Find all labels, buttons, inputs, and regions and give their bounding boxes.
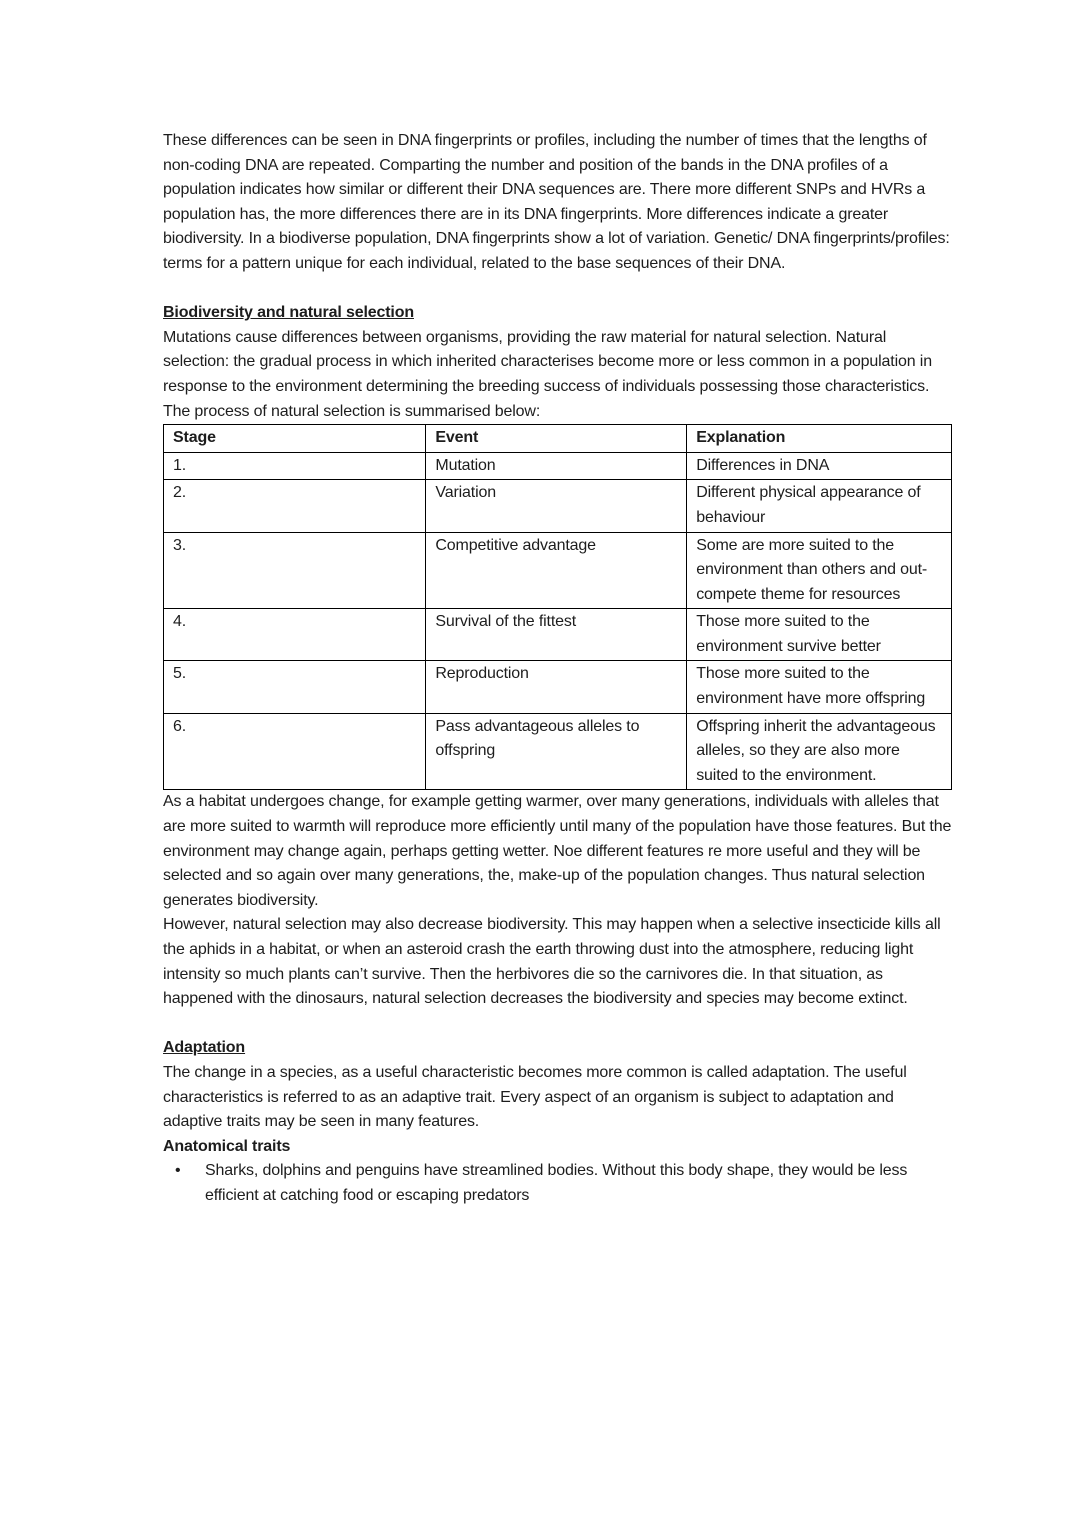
blank-line bbox=[163, 277, 952, 302]
paragraph-decrease-biodiversity: However, natural selection may also decrease biodiversity. This may happen when a selective insecticide kills all the aphids in a habitat, or when an asteroid crash the earth throwing dust into the atmosphere, reducing light intensity so much plants can’t survive. Then the herbivores die so the carnivores die. In that situation, as happened with the dinosaurs, natural selection decreases the biodiversity and species may become extinct. bbox=[163, 916, 941, 1008]
table-header-event: Event bbox=[426, 425, 687, 453]
explanation-cell: Differences in DNA bbox=[687, 452, 952, 480]
stage-cell: 3. bbox=[164, 532, 426, 609]
heading-adaptation: Adaptation bbox=[163, 1039, 246, 1057]
table-row bbox=[164, 609, 952, 661]
stage-cell: 5. bbox=[164, 661, 426, 713]
paragraph-adaptation: The change in a species, as a useful characteristic becomes more common is called adaptation. The useful characteristics is referred to as an adaptive trait. Every aspect of an organism is subject to adaptation and adaptive traits may be seen in many features. bbox=[163, 1063, 907, 1131]
table-header-row bbox=[164, 425, 952, 453]
table-row bbox=[164, 661, 952, 713]
event-cell: Competitive advantage bbox=[426, 532, 687, 609]
event-cell: Variation bbox=[426, 480, 687, 532]
bullet-icon: • bbox=[175, 1162, 181, 1180]
blank-line bbox=[163, 1012, 952, 1037]
table-header-stage: Stage bbox=[164, 425, 426, 453]
stage-cell: 1. bbox=[164, 452, 426, 480]
bullet-item-text: Sharks, dolphins and penguins have streamlined bodies. Without this body shape, they would be less efficient at catching food or escaping predators bbox=[205, 1162, 908, 1204]
event-cell: Mutation bbox=[426, 452, 687, 480]
table-header-explanation: Explanation bbox=[687, 425, 952, 453]
table-row bbox=[164, 480, 952, 532]
explanation-cell: Offspring inherit the advantageous alleles, so they are also more suited to the environment. bbox=[687, 713, 952, 790]
table-row bbox=[164, 713, 952, 790]
table-row bbox=[164, 452, 952, 480]
explanation-cell: Those more suited to the environment have more offspring bbox=[687, 661, 952, 713]
event-cell: Survival of the fittest bbox=[426, 609, 687, 661]
explanation-cell: Some are more suited to the environment than others and out-compete theme for resources bbox=[687, 532, 952, 609]
subheading-anatomical-traits: Anatomical traits bbox=[163, 1137, 291, 1155]
paragraph-dna-fingerprints: These differences can be seen in DNA fingerprints or profiles, including the number of times that the lengths of non-coding DNA are repeated. Comparting the number and position of the bands in the DNA profiles of a population indicates how similar or different their DNA sequences are. There more different SNPs and HVRs a population has, the more differences there are in its DNA fingerprints. More differences indicate a greater biodiversity. In a biodiverse population, DNA fingerprints show a lot of variation. Genetic/ DNA fingerprints/profiles: terms for a pattern unique for each individual, related to the base sequences of their DNA. bbox=[163, 132, 950, 272]
explanation-cell: Different physical appearance of behaviour bbox=[687, 480, 952, 532]
explanation-cell: Those more suited to the environment survive better bbox=[687, 609, 952, 661]
event-cell: Pass advantageous alleles to offspring bbox=[426, 713, 687, 790]
stage-cell: 4. bbox=[164, 609, 426, 661]
stage-cell: 2. bbox=[164, 480, 426, 532]
table-row bbox=[164, 532, 952, 609]
paragraph-natural-selection-intro: Mutations cause differences between organisms, providing the raw material for natural selection. Natural selection: the gradual process in which inherited characterises become more or less common in a population in response to the environment determining the breeding success of individuals possessing those characteristics. The process of natural selection is summarised below: bbox=[163, 328, 932, 420]
event-cell: Reproduction bbox=[426, 661, 687, 713]
paragraph-habitat-change: As a habitat undergoes change, for example getting warmer, over many generations, individuals with alleles that are more suited to warmth will reproduce more efficiently until many of the population have those features. But the environment may change again, perhaps getting wetter. Noe different features re more useful and they will be selected and so again over many generations, the, make-up of the population changes. Thus natural selection generates biodiversity. bbox=[163, 793, 952, 909]
heading-biodiversity-and-natural-selection: Biodiversity and natural selection bbox=[163, 304, 414, 322]
stage-cell: 6. bbox=[164, 713, 426, 790]
list-item bbox=[163, 1159, 952, 1208]
natural-selection-table bbox=[163, 424, 952, 790]
